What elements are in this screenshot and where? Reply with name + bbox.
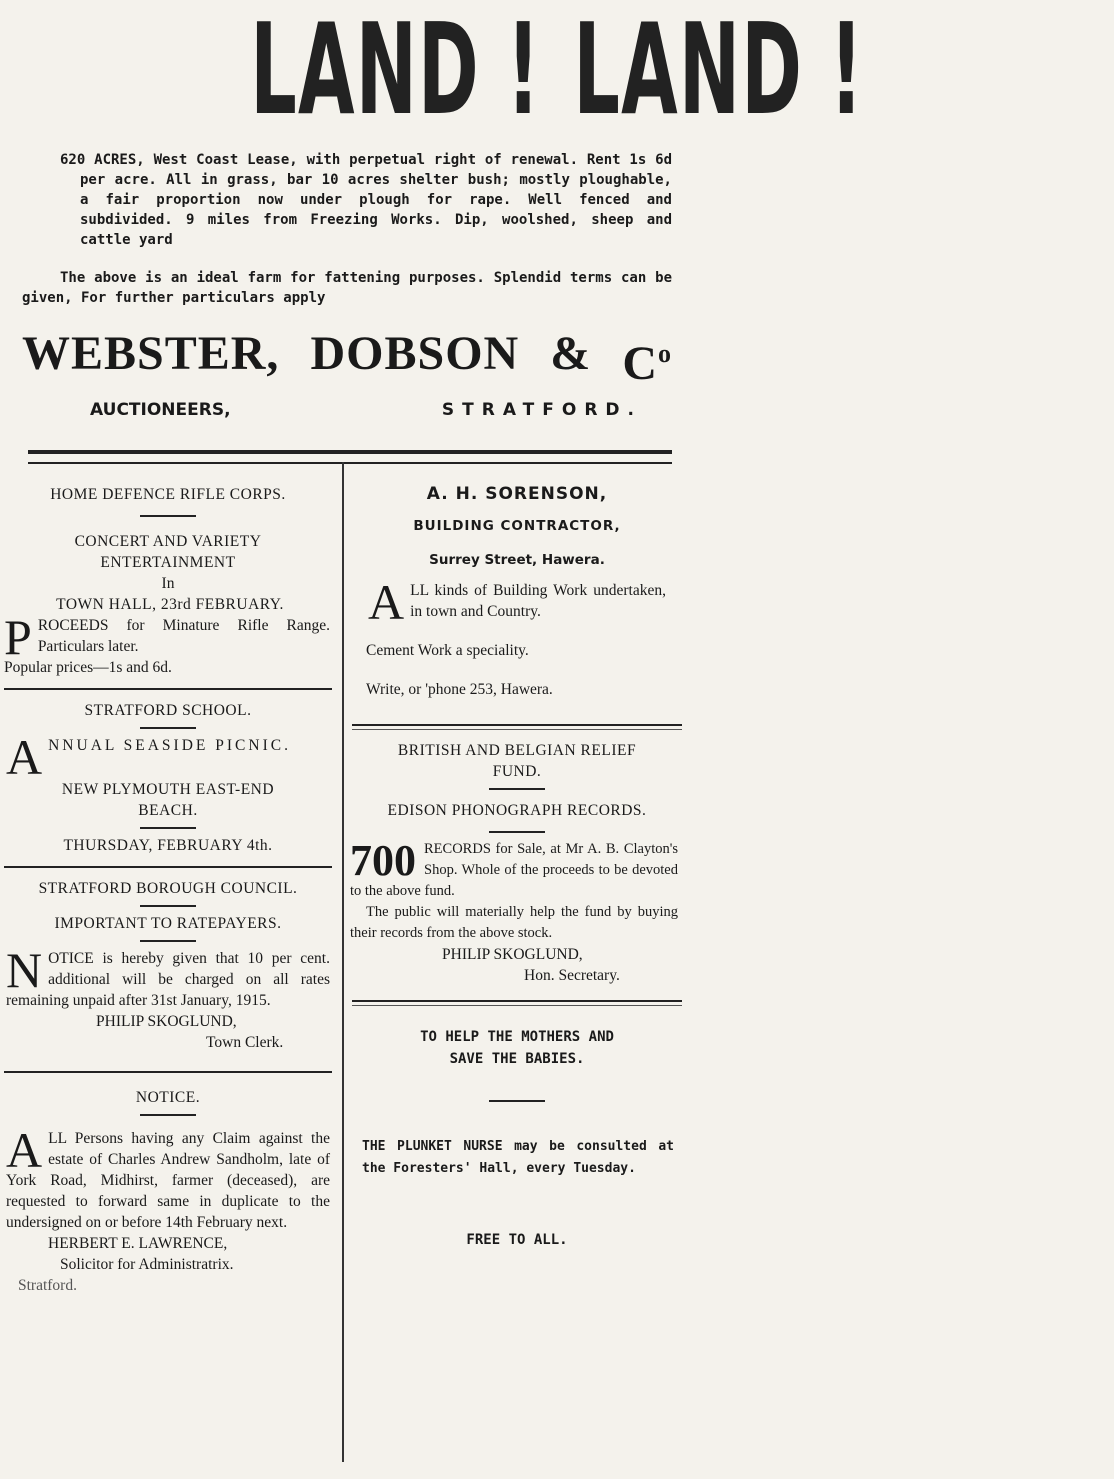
- short-rule: [140, 827, 196, 829]
- rifle-body-text: ROCEEDS for Minature Rifle Range. Particulars later.: [37, 617, 330, 655]
- council-body: [0, 942, 336, 1011]
- short-rule: [140, 727, 196, 729]
- notice-sig2: Solicitor for Administratrix.: [60, 1256, 234, 1273]
- council-title: STRATFORD BOROUGH COUNCIL.: [38, 880, 298, 897]
- sorenson-body: [348, 568, 686, 630]
- drop-cap: A: [6, 729, 43, 785]
- sorenson-title: A. H. SORENSON,: [426, 484, 608, 504]
- drop-cap: N: [6, 942, 43, 998]
- drop-number: 700: [350, 836, 416, 885]
- short-rule: [140, 1114, 196, 1116]
- headline-left: LAND !: [250, 0, 541, 143]
- notice-body-text: LL Persons having any Claim against the estate of Charles Andrew Sandholm, late of York Road, Midhirst, farmer (deceased), are requested to forward same in duplicate to the undersigned on or before 14th February next.: [6, 1130, 330, 1231]
- relief-sig2: Hon. Secretary.: [524, 967, 620, 984]
- short-rule: [489, 1100, 545, 1102]
- notice-sig1: HERBERT E. LAWRENCE,: [48, 1235, 228, 1252]
- council-sub: IMPORTANT TO RATEPAYERS.: [54, 915, 282, 932]
- relief-title1: BRITISH AND BELGIAN RELIEF: [397, 742, 637, 759]
- headline-right: LAND !: [573, 0, 865, 143]
- land-ad-para1: 620 ACRES, West Coast Lease, with perpetual right of renewal. Rent 1s 6d per acre. All in grass, bar 10 acres shelter bush; mostly ploughable, a fair proportion now under plough for rape. Well fenced and subdivided. 9 miles from Freezing Works. Dip, woolshed, sheep and cattle yard: [60, 152, 672, 248]
- short-rule: [489, 831, 545, 833]
- school-date: THURSDAY, FEBRUARY 4th.: [63, 837, 273, 854]
- separator: [4, 688, 332, 690]
- separator: [4, 1071, 332, 1073]
- relief-sig1: PHILIP SKOGLUND,: [442, 946, 583, 963]
- notice-sig3: Stratford.: [18, 1277, 77, 1294]
- plunket-title1: TO HELP THE MOTHERS AND: [420, 1029, 614, 1045]
- relief-body: [348, 836, 686, 902]
- firm-name-webster: WEBSTER,: [22, 327, 280, 380]
- firm-subline: [90, 400, 642, 420]
- rifle-line3: In: [161, 575, 175, 592]
- sorenson-body-text: LL kinds of Building Work undertaken, in town and Country.: [410, 582, 666, 620]
- council-sig2: Town Clerk.: [206, 1034, 284, 1051]
- school-line1: NEW PLYMOUTH EAST-END: [61, 781, 275, 798]
- rifle-line1: CONCERT AND VARIETY: [74, 533, 262, 550]
- short-rule: [140, 905, 196, 907]
- school-body: [0, 729, 336, 785]
- land-ad-terms: [22, 268, 672, 308]
- school-body-text: NNUAL SEASIDE PICNIC.: [48, 737, 291, 754]
- firm-name-co-c: C: [622, 337, 658, 390]
- notice-body: [0, 1122, 336, 1233]
- firm-role: AUCTIONEERS,: [90, 400, 231, 420]
- notice-title: NOTICE.: [135, 1089, 201, 1106]
- council-body-text: OTICE is hereby given that 10 per cent. additional will be charged on all rates remaining unpaid after 31st January, 1915.: [6, 950, 330, 1009]
- plunket-title2: SAVE THE BABIES.: [449, 1051, 585, 1067]
- rifle-line2: ENTERTAINMENT: [100, 554, 236, 571]
- firm-name-co: [622, 326, 672, 392]
- headline: [0, 0, 865, 143]
- council-sig1: PHILIP SKOGLUND,: [96, 1013, 237, 1030]
- right-column: [348, 462, 686, 1248]
- short-rule: [140, 940, 196, 942]
- column-divider: [342, 462, 344, 1462]
- separator: [352, 724, 682, 730]
- rifle-line4: TOWN HALL, 23rd FEBRUARY.: [56, 596, 284, 613]
- drop-cap: A: [6, 1122, 43, 1178]
- relief-body2: The public will materially help the fund by buying their records from the above stock.: [350, 904, 678, 941]
- rifle-prices: Popular prices—1s and 6d.: [4, 659, 172, 676]
- relief-sub: EDISON PHONOGRAPH RECORDS.: [387, 802, 647, 819]
- relief-title2: FUND.: [492, 763, 542, 780]
- firm-name-amp: &: [550, 327, 592, 380]
- firm-name-dobson: DOBSON: [310, 327, 520, 380]
- sorenson-phone: Write, or 'phone 253, Hawera.: [366, 681, 553, 698]
- left-column: [0, 462, 336, 1296]
- land-ad-description: [60, 150, 672, 250]
- school-title: STRATFORD SCHOOL.: [84, 702, 252, 719]
- sorenson-cement: Cement Work a speciality.: [366, 642, 529, 659]
- land-ad-para2: The above is an ideal farm for fattening purposes. Splendid terms can be given, For further particulars apply: [22, 270, 672, 306]
- headline-text: [234, 0, 880, 143]
- separator: [352, 1000, 682, 1006]
- short-rule: [489, 788, 545, 790]
- plunket-body: THE PLUNKET NURSE may be consulted at the Foresters' Hall, every Tuesday.: [362, 1139, 674, 1176]
- sorenson-address: Surrey Street, Hawera.: [429, 552, 605, 568]
- firm-name-co-o: o: [657, 339, 672, 368]
- short-rule: [140, 515, 196, 517]
- school-line2: BEACH.: [138, 802, 198, 819]
- sorenson-role: BUILDING CONTRACTOR,: [413, 518, 621, 534]
- relief-body-text: RECORDS for Sale, at Mr A. B. Clayton's Shop. Whole of the proceeds to be devoted to the above fund.: [350, 841, 678, 899]
- drop-cap: P: [4, 609, 32, 665]
- firm-town: STRATFORD.: [441, 400, 642, 420]
- rifle-title: HOME DEFENCE RIFLE CORPS.: [50, 486, 286, 503]
- rifle-body: [0, 609, 336, 665]
- plunket-footer: FREE TO ALL.: [466, 1232, 568, 1248]
- firm-name: [22, 326, 672, 392]
- separator: [4, 866, 332, 868]
- drop-cap: A: [368, 574, 405, 630]
